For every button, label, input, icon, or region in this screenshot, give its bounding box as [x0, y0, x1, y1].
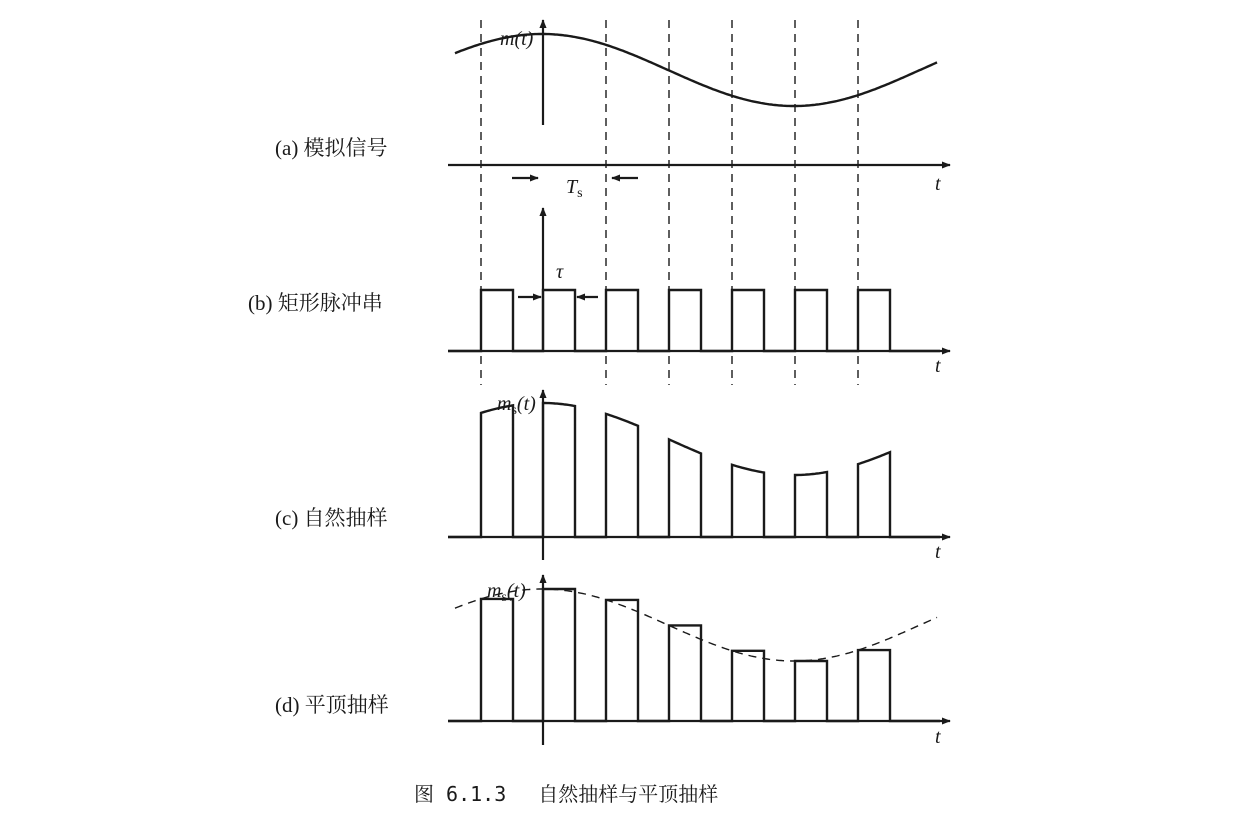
panel-b	[248, 208, 950, 377]
period-label: $T_s$	[566, 176, 583, 201]
panel-c	[275, 390, 950, 563]
panel-c-title: (c) 自然抽样	[275, 506, 388, 530]
panel-a-y-label: m(t)	[500, 28, 534, 50]
panel-d	[275, 575, 950, 748]
panel-d-title: (d) 平顶抽样	[275, 693, 389, 717]
panel-b-t-label: t	[935, 355, 941, 377]
pulse-train	[448, 290, 940, 351]
natural-sampled-signal	[448, 403, 940, 537]
pulse-width-label: τ	[556, 261, 564, 283]
panel-c-t-label: t	[935, 541, 941, 563]
panel-c-y-label: $m_s(t)$	[497, 393, 536, 418]
panel-a-t-label: t	[935, 173, 941, 195]
panel-a-title: (a) 模拟信号	[275, 136, 388, 160]
panel-a	[275, 20, 950, 201]
panel-d-y-label: $m_s(t)$	[487, 580, 526, 605]
panel-b-title: (b) 矩形脉冲串	[248, 291, 383, 315]
figure-caption: 图 6.1.3 自然抽样与平顶抽样	[414, 782, 719, 806]
flat-top-sampled-signal	[448, 589, 940, 721]
panel-d-t-label: t	[935, 726, 941, 748]
